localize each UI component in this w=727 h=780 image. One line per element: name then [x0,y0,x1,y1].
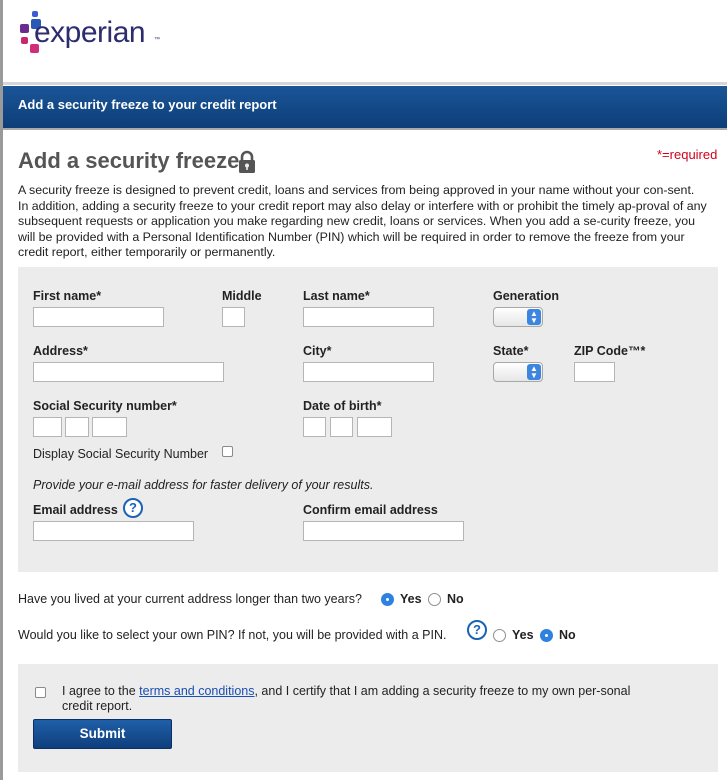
dob-day-input[interactable] [330,417,353,437]
dob-month-input[interactable] [303,417,326,437]
dob-year-input[interactable] [357,417,392,437]
lock-icon [237,150,257,174]
email-help-icon[interactable]: ? [123,498,143,518]
confirm-email-label: Confirm email address [303,503,438,517]
lived-yes-radio[interactable] [381,593,394,606]
logo-dot [21,37,28,44]
page-title: Add a security freeze [18,148,240,173]
state-select[interactable] [493,362,543,382]
agreement-text [62,684,632,714]
ssn-part3-input[interactable] [92,417,127,437]
logo-dot [20,24,29,33]
agreement-panel [18,664,718,772]
pin-help-icon[interactable]: ? [467,620,487,640]
address-label: Address* [33,344,88,358]
last-name-input[interactable] [303,307,434,327]
state-label: State* [493,344,529,358]
required-note: *=required [657,147,718,162]
first-name-input[interactable] [33,307,164,327]
address-input[interactable] [33,362,224,382]
generation-label: Generation [493,289,559,303]
confirm-email-input[interactable] [303,521,464,541]
lived-no-radio[interactable] [428,593,441,606]
city-label: City* [303,344,332,358]
display-ssn-label: Display Social Security Number [33,447,209,461]
middle-initial-input[interactable] [222,307,245,327]
pin-yes-label: Yes [512,628,534,642]
banner-title: Add a security freeze to your credit report [18,97,277,112]
ssn-part2-input[interactable] [65,417,89,437]
brand-wordmark: experian [34,16,146,49]
email-input[interactable] [33,521,194,541]
agreement-prefix: I agree to the [62,684,140,698]
zip-label: ZIP Code™* [574,344,646,358]
first-name-label: First name* [33,289,102,303]
ssn-part1-input[interactable] [33,417,62,437]
banner-divider [3,128,727,130]
pin-no-label: No [559,628,576,642]
submit-button[interactable]: Submit [33,719,172,749]
ssn-label: Social Security number* [33,399,177,413]
last-name-label: Last name* [303,289,370,303]
own-pin-question: Would you like to select your own PIN? If not, you will be provided with a PIN. [18,628,447,642]
generation-select[interactable] [493,307,543,327]
lived-two-years-question: Have you lived at your current address longer than two years? [18,592,362,606]
pin-yes-radio[interactable] [493,629,506,642]
agreement-suffix: , and I certify that I am adding a security freeze to my own per-sonal credit report. [62,684,631,713]
city-input[interactable] [303,362,434,382]
page-banner [3,86,727,128]
select-arrows-icon: ▲ ▼ [527,309,541,325]
dob-label: Date of birth* [303,399,382,413]
terms-link[interactable]: terms and conditions [139,684,255,698]
middle-label: Middle [222,289,262,303]
header-divider [3,82,727,85]
brand-trademark: ™ [154,37,160,43]
intro-paragraph: A security freeze is designed to prevent credit, loans and services from being approved in your name without your con-sent. In addition, adding a security freeze to your credit report may also delay or interfere with or prohibit the timely ap-proval of any subsequent requests or application you make regarding new credit, loans or services. When you add a se-curity freeze, you will be provided with a Personal Identification Number (PIN) which will be required in order to remove the freeze from your credit report, either temporarily or permanently. [18,183,707,259]
lived-yes-label: Yes [400,592,422,606]
pin-no-radio[interactable] [540,629,553,642]
email-label: Email address [33,503,118,517]
zip-input[interactable] [574,362,615,382]
agree-checkbox[interactable] [35,687,46,698]
select-arrows-icon: ▲ ▼ [527,364,541,380]
experian-logo [18,10,178,60]
display-ssn-checkbox[interactable] [222,446,233,457]
email-prompt: Provide your e-mail address for faster delivery of your results. [33,478,374,492]
lived-no-label: No [447,592,464,606]
